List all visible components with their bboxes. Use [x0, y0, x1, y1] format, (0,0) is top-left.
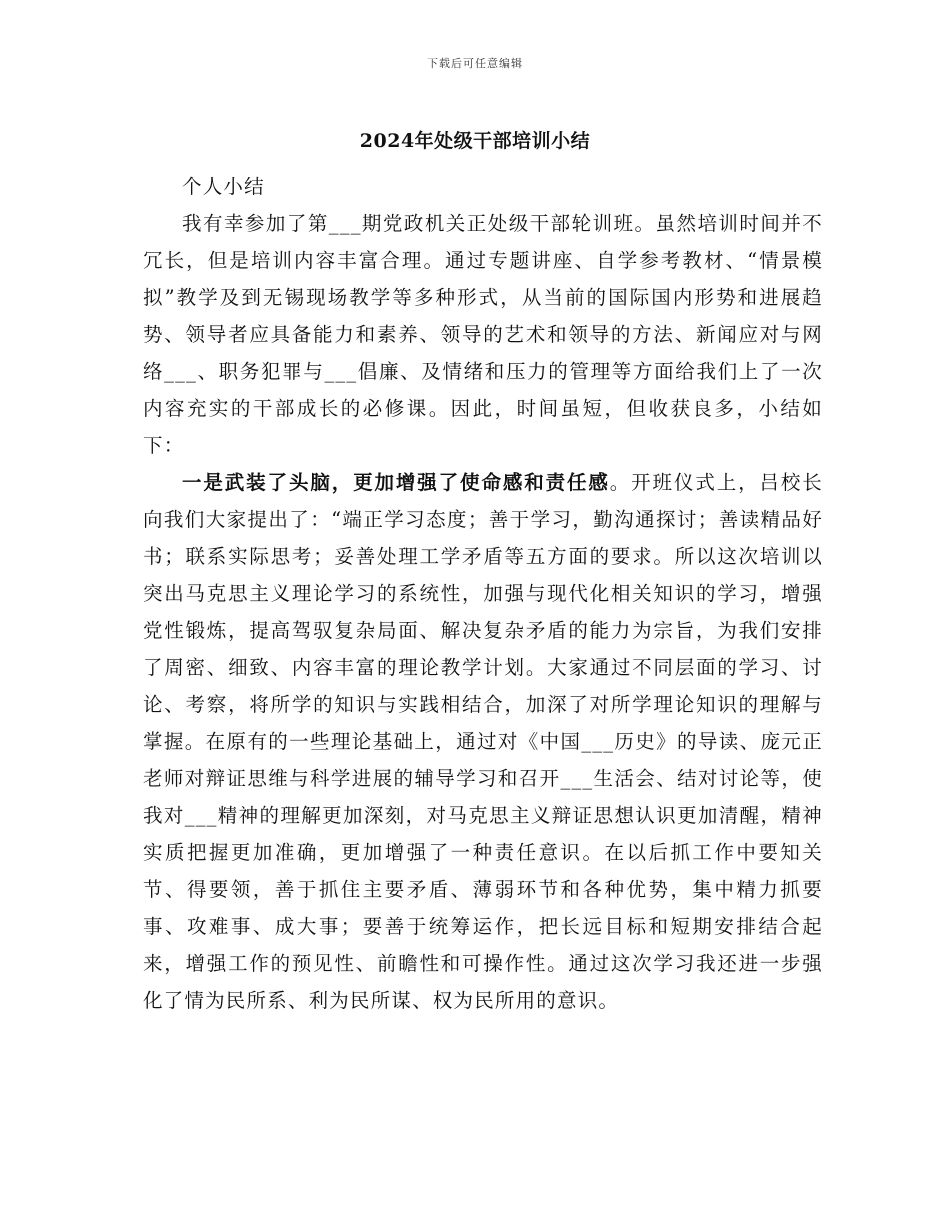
document-body	[143, 168, 823, 1019]
paragraph-intro: 我有幸参加了第___期党政机关正处级干部轮训班。虽然培训时间并不冗长，但是培训内容丰富合理。通过专题讲座、自学参考教材、“情景模拟”教学及到无锡现场教学等多种形式，从当前的国际国内形势和进展趋势、领导者应具备能力和素养、领导的艺术和领导的方法、新闻应对与网络___、职务犯罪与___倡廉、及情绪和压力的管理等方面给我们上了一次内容充实的干部成长的必修课。因此，时间虽短，但收获良多，小结如下：	[143, 212, 823, 457]
point-one-text: 。开班仪式上，吕校长向我们大家提出了：“端正学习态度；善于学习，勤沟通探讨；善读精品好书；联系实际思考；妥善处理工学矛盾等五方面的要求。所以这次培训以突出马克思主义理论学习的系统性，加强与现代化相关知识的学习，增强党性锻炼，提高驾驭复杂局面、解决复杂矛盾的能力为宗旨，为我们安排了周密、细致、内容丰富的理论教学计划。大家通过不同层面的学习、讨论、考察，将所学的知识与实践相结合，加深了对所学理论知识的理解与掌握。在原有的一些理论基础上，通过对《中国___历史》的导读、庞元正老师对辩证思维与科学进展的辅导学习和召开___生活会、结对讨论等，使我对___精神的理解更加深刻，对马克思主义辩证思想认识更加清醒，精神实质把握更加准确，更加增强了一种责任意识。在以后抓工作中要知关节、得要领，善于抓住主要矛盾、薄弱环节和各种优势，集中精力抓要事、攻难事、成大事；要善于统筹运作，把长远目标和短期安排结合起来，增强工作的预见性、前瞻性和可操作性。通过这次学习我还进一步强化了情为民所系、利为民所谋、权为民所用的意识。	[143, 471, 823, 1012]
document-title: 2024年处级干部培训小结	[359, 130, 591, 152]
section-label: 个人小结	[182, 175, 265, 198]
paragraph-point-one	[143, 464, 823, 1019]
page-header-note: 下载后可任意编辑	[427, 57, 523, 70]
point-one-heading: 一是武装了头脑，更加增强了使命感和责任感	[182, 471, 610, 494]
